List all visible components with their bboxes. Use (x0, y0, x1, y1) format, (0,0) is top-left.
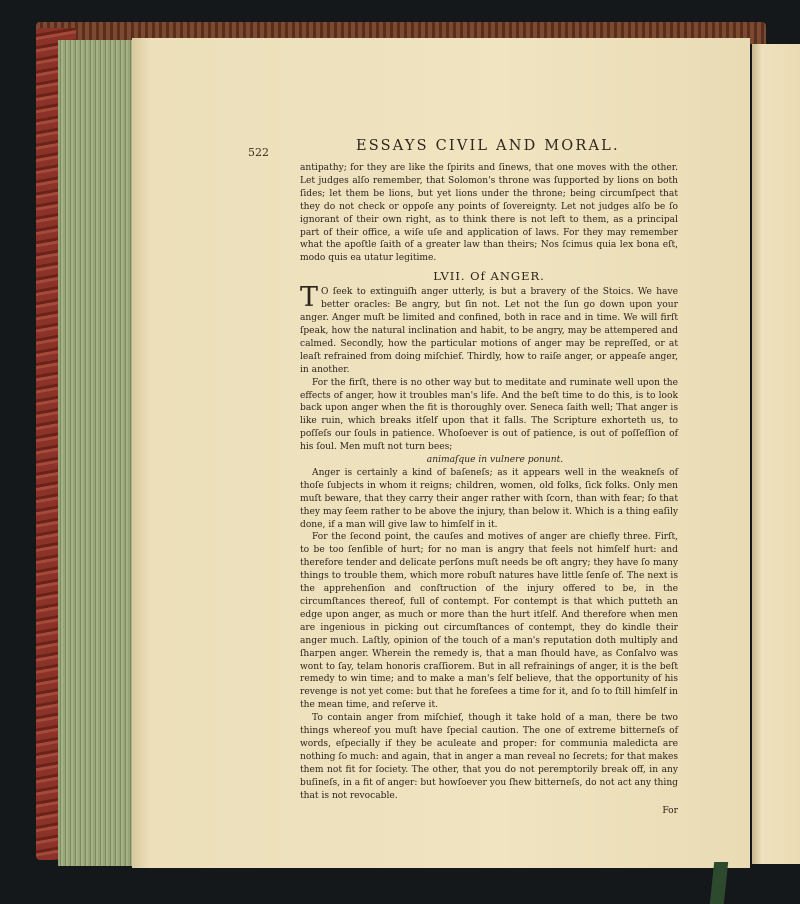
essay-paragraph-1 (300, 282, 678, 376)
running-title: ESSAYS CIVIL AND MORAL. (356, 138, 620, 154)
facing-page (752, 44, 800, 864)
essay-paragraph-2: For the firſt, there is no other way but to meditate and ruminate well upon the effects of anger, how it troubles man's life. And the beſt time to do this, is to look back upon anger when the fit is thoroughly over. Seneca ſaith well; That anger is like ruin, which breaks itſelf upon that it falls. The Scripture exhorteth us, to poſſeſs our ſouls in patience. Whoſoever is out of patience, is out of poſſeſſion of his ſoul. Men muſt not turn bees; (300, 377, 678, 453)
essay-paragraph-4: For the ſecond point, the cauſes and motives of anger are chiefly three. Firſt, to be too ſenſible of hurt; for no man is angry that feels not himſelf hurt: and therefore tender and delicate perſons muſt needs be oft angry; they have ſo many things to trouble them, which more robuſt natures have little ſenſe of. The next is the apprehenſion and conſtruction of the injury offered to be, in the circumſtances thereof, full of contempt. For contempt is that which putteth an edge upon anger, as much or more than the hurt itſelf. And therefore when men are ingenious in picking out circumſtances of contempt, they do kindle their anger much. Laſtly, opinion of the touch of a man's reputation doth multiply and ſharpen anger. Wherein the remedy is, that a man ſhould have, as Conſalvo was wont to ſay, telam honoris craſſiorem. But in all refrainings of anger, it is the beſt remedy to win time; and to make a man's ſelf believe, that the opportunity of his revenge is not yet come: but that he foreſees a time for it, and ſo to ſtill himſelf in the mean time, and reſerve it. (300, 532, 678, 711)
drop-cap: T (300, 282, 319, 314)
essay-paragraph-1-text: O ſeek to extinguiſh anger utterly, is but a bravery of the Stoics. We have better oracles: Be angry, but ſin not. Let not the ſun go down upon your anger. Anger muſt be limited and confined, both in race and in time. We will firſt ſpeak, how the natural inclination and habit, to be angry, may be attempered and calmed. Secondly, how the particular motions of anger may be repreſſed, or at leaſt refrained from doing miſchief. Thirdly, how to raiſe anger, or appeaſe anger, in another. (300, 287, 678, 375)
page-edges (58, 40, 138, 866)
page-text (300, 162, 678, 817)
essay-paragraph-3: Anger is certainly a kind of baſeneſs; as it appears well in the weakneſs of thoſe ſubjects in whom it reigns; children, women, old folks, ſick folks. Only men muſt beware, that they carry their anger rather with ſcorn, than with fear; ſo that they may ſeem rather to be above the injury, than below it. Which is a thing eaſily done, if a man will give law to himſelf in it. (300, 467, 678, 530)
page-number: 522 (248, 146, 269, 159)
catchword: For (662, 805, 678, 816)
continuation-paragraph: antipathy; for they are like the ſpirits and ſinews, that one moves with the other. Let judges alſo remember, that Solomon's throne was ſupported by lions on both ſides; let them be lions, but yet lions under the throne; being circumſpect that they do not check or oppoſe any points of ſovereignty. Let not judges alſo be ſo ignorant of their own right, as to think there is not left to them, as a principal part of their office, a wiſe uſe and application of laws. For they may remember what the apoſtle ſaith of a greater law than theirs; Nos ſcimus quia lex bona eſt, modo quis ea utatur legitime. (300, 163, 678, 264)
essay-paragraph-5: To contain anger from miſchief, though it take hold of a man, there be two things whereof you muſt have ſpecial caution. The one of extreme bitterneſs of words, eſpecially if they be aculeate and proper: for communia maledicta are nothing ſo much: and again, that in anger a man reveal no ſecrets; for that makes them not fit for ſociety. The other, that you do not peremptorily break off, in any buſineſs, in a fit of anger: but howſoever you ſhew bitterneſs, do not act any thing that is not revocable. (300, 713, 678, 801)
latin-quote: animaſque in vulnere ponunt. (426, 455, 564, 466)
essay-heading: LVII. Of ANGER. (433, 269, 545, 284)
